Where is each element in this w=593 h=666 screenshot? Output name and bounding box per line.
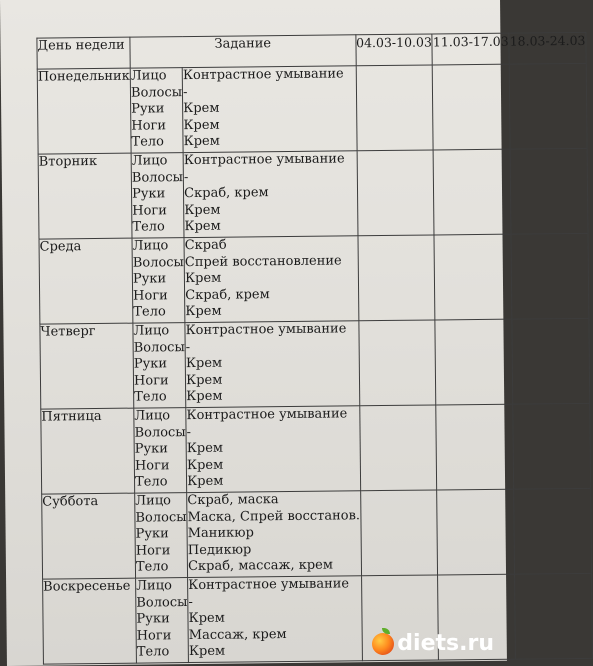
body-part-label: Тело [136,644,170,660]
apple-icon [372,633,394,655]
tasks-cell [183,151,357,238]
week-check-cell [511,233,589,319]
header-day: День недели [37,37,130,69]
task-text: Контрастное умывание [188,576,350,594]
task-text: Скраб, крем [184,185,269,202]
body-part-label: Ноги [136,628,172,644]
task-text: Крем [183,117,220,133]
week-check-cell [358,235,436,321]
task-text: Маникюр [187,525,254,542]
week-check-cell [359,405,437,491]
tasks-cell [182,66,356,153]
day-name: Вторник [38,153,132,239]
day-row [40,318,590,409]
task-text: Крем [184,270,222,287]
body-part-label: Волосы [130,84,183,101]
week-check-cell [434,149,512,235]
task-text: Крем [187,474,224,490]
tasks-cell [184,236,358,323]
body-parts-cell [132,238,185,324]
body-part-label: Ноги [135,543,171,559]
task-text: Скраб [184,237,227,254]
day-row [37,63,587,154]
task-text: Крем [186,372,223,388]
week-check-cell [509,63,587,149]
week-check-cell [514,488,592,574]
body-part-label: Руки [135,526,169,542]
day-row [38,148,588,239]
body-part-label: Волосы [134,424,186,441]
week-check-cell [435,319,513,405]
body-parts-cell [131,153,184,239]
task-text: Маска, Спрей восстанов. [187,507,361,525]
body-part-label: Лицо [134,408,171,424]
tasks-cell [186,406,360,493]
body-part-label: Ноги [133,373,169,389]
body-part-label: Тело [134,474,168,490]
body-part-label: Тело [135,559,169,575]
body-parts-cell [135,493,188,579]
task-text: Крем [186,457,224,473]
task-text: Спрей восстановление [184,253,342,270]
body-parts-cell [136,578,189,664]
body-part-label: Ноги [133,288,168,304]
week-check-cell [360,490,438,576]
week-check-cell [358,320,436,406]
day-name: Понедельник [37,68,131,154]
site-watermark [372,631,494,656]
body-part-label: Тело [134,389,167,405]
body-part-label: Лицо [132,238,169,254]
body-parts-cell [130,68,183,154]
tasks-cell [185,321,359,408]
task-text: Скраб, маска [187,492,279,509]
week-check-cell [436,404,514,490]
body-part-label: Руки [131,186,166,202]
task-text: - [186,424,192,440]
body-part-label: Ноги [134,458,170,474]
task-text: - [188,594,193,610]
body-part-label: Тело [131,134,165,151]
week-check-cell [510,148,588,234]
week-check-cell [512,318,590,404]
week-check-cell [433,64,511,150]
task-text: Крем [188,610,225,627]
week-check-cell [437,489,515,575]
task-text: Контрастное умывание [182,66,344,84]
body-part-label: Лицо [130,68,167,84]
task-text: Контрастное умывание [186,406,348,424]
body-part-label: Лицо [136,578,172,594]
task-text: Контрастное умывание [183,151,345,169]
header-week-1: 04.03-10.03 [355,34,432,66]
task-text: Крем [185,355,223,372]
day-name: Воскресенье [43,578,137,664]
task-text: Педикюр [187,542,252,558]
day-row [39,233,589,324]
task-text: - [183,169,189,185]
body-part-label: Лицо [133,323,170,339]
task-text: Крем [184,219,221,235]
body-parts-cell [134,408,187,494]
week-check-cell [357,150,435,236]
body-part-label: Руки [134,441,168,457]
task-text: Крем [186,389,223,405]
header-week-2: 11.03-17.03 [432,33,509,65]
task-text: Крем [186,440,224,457]
task-text: - [183,84,188,100]
body-part-label: Волосы [133,339,185,356]
body-part-label: Волосы [132,254,184,271]
week-check-cell [434,234,512,320]
day-row [41,403,591,494]
task-text: Скраб, массаж, крем [187,557,334,575]
body-part-label: Волосы [135,509,187,526]
day-row [43,573,593,664]
header-week-3: 18.03-24.03 [509,32,586,64]
body-part-label: Руки [136,611,170,627]
schedule-table [36,32,593,665]
task-text: Крем [188,644,226,660]
day-name: Суббота [42,493,136,579]
tasks-cell [188,576,362,663]
task-text: Крем [183,134,220,150]
task-text: Массаж, крем [188,626,287,643]
header-task: Задание [130,35,356,68]
task-text: Крем [184,202,221,218]
body-part-label: Руки [131,101,165,117]
task-text: - [185,339,191,355]
week-check-cell [356,65,434,151]
day-name: Пятница [41,408,135,494]
body-part-label: Лицо [131,153,168,169]
task-text: Крем [183,100,220,117]
day-row [42,488,592,579]
body-part-label: Ноги [132,203,167,219]
week-check-cell [513,403,591,489]
body-part-label: Руки [132,271,167,287]
body-part-label: Лицо [135,493,172,509]
body-part-label: Тело [133,304,166,320]
tasks-cell [187,491,361,578]
day-name: Четверг [40,323,134,409]
body-part-label: Руки [133,356,168,372]
day-name: Среда [39,238,133,324]
body-parts-cell [133,323,186,409]
task-text: Скраб, крем [185,286,270,303]
watermark-text: diets.ru [397,631,494,656]
body-part-label: Волосы [136,594,188,611]
week-check-cell [515,573,593,659]
body-part-label: Ноги [131,118,167,134]
body-part-label: Волосы [131,169,184,186]
task-text: Крем [185,304,222,320]
task-text: Контрастное умывание [185,321,347,339]
body-part-label: Тело [132,219,165,236]
